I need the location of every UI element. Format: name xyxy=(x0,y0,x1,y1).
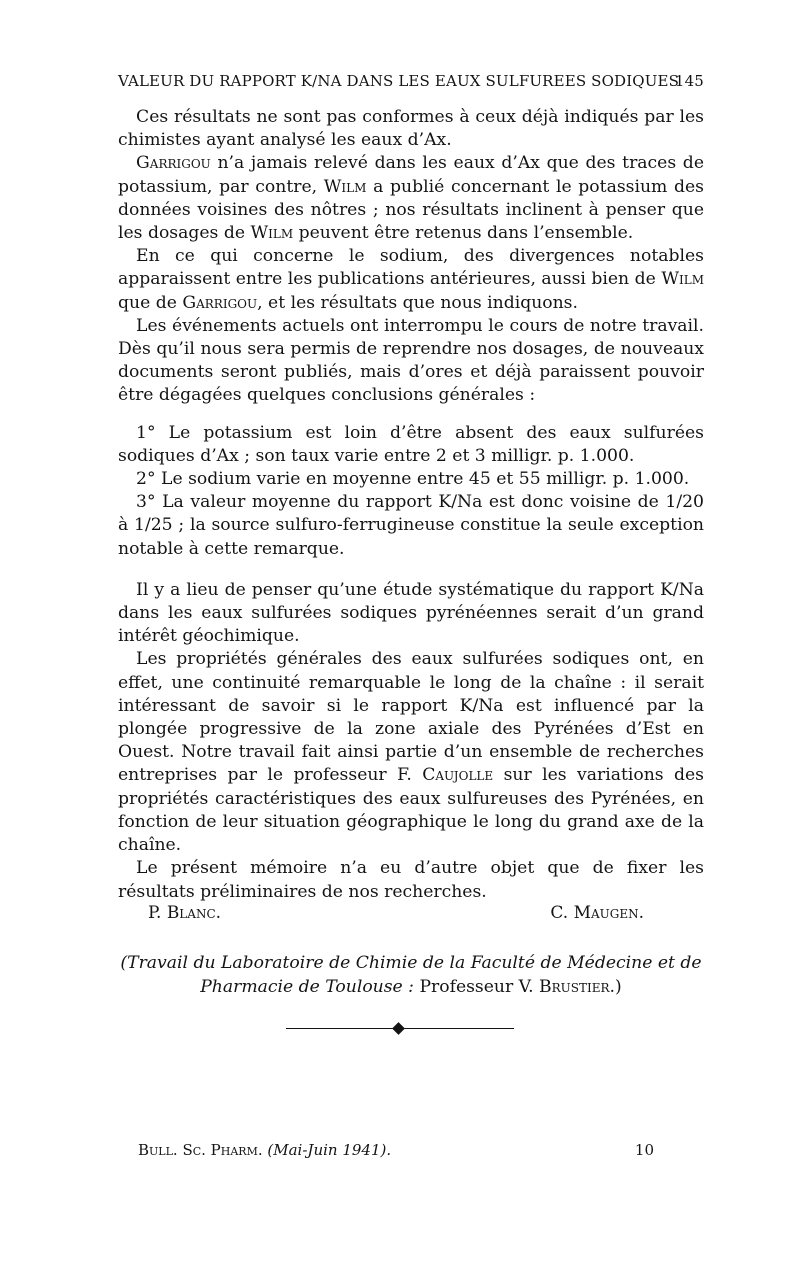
text-run: , et les résultats que nous indiquons. xyxy=(257,292,578,313)
paragraph-results: Ces résultats ne sont pas conformes à ceux déjà indiqués par les chimistes ayant analysé les eaux d’Ax. xyxy=(118,107,704,151)
spacer xyxy=(118,408,704,422)
text-run: En ce qui concerne le sodium, des divergences notables apparaissent entre les publications antérieures, aussi bien de xyxy=(118,246,704,290)
author-ref: Garrigou xyxy=(136,153,211,174)
text-run: Les propriétés générales des eaux sulfurées sodiques ont, en effet, une continuité remarquable le long de la chaîne : il serait intéressant de savoir si le rapport K/Na est influencé par la plongée progressive de la zone axiale des Pyrénées d’Est en Ouest. Notre travail fait ainsi partie d’un ensemble de recherches entreprises par le professeur F. xyxy=(118,649,704,786)
paragraph-properties xyxy=(118,648,704,857)
text-run: sur les variations des propriétés caractéristiques des eaux sulfureuses des Pyrénées, en fonction de leur situation géographique le long du grand axe de la chaîne. xyxy=(118,765,704,856)
author-name: Maugen. xyxy=(573,903,644,923)
text-run: n’a jamais relevé dans les eaux d’Ax que des traces de potassium, par contre, xyxy=(118,153,704,197)
paragraph-closing: Le présent mémoire n’a eu d’autre objet que de fixer les résultats préliminaires de nos recherches. xyxy=(118,858,704,902)
conclusion-3: 3° La valeur moyenne du rapport K/Na est donc voisine de 1/20 à 1/25 ; la source sulfuro-ferrugineuse constitue la seule exception notable à cette remarque. xyxy=(118,492,704,559)
credit-professor-title: Professeur V. xyxy=(413,977,540,997)
author-ref: Caujolle xyxy=(422,765,494,786)
author-initial: C. xyxy=(550,903,574,923)
paragraph-sodium xyxy=(118,245,704,315)
author-signature-1 xyxy=(148,903,221,923)
diamond-icon xyxy=(392,1022,405,1035)
journal-issue: (Mai-Juin 1941). xyxy=(267,1141,392,1159)
author-signature-2 xyxy=(550,903,644,923)
author-ref: Garrigou xyxy=(182,292,258,313)
credit-professor-name: Brustier. xyxy=(539,977,616,997)
page-footer xyxy=(138,1141,654,1159)
author-ref: Wilm xyxy=(323,176,367,197)
signatures xyxy=(148,903,644,923)
text-run: que de xyxy=(118,292,183,313)
author-ref: Wilm xyxy=(250,223,294,244)
text-run: peuvent être retenus dans l’ensemble. xyxy=(293,223,634,244)
text-run: a publié concernant le potassium des données voisines des nôtres ; nos résultats inclinent à penser que les dosages de xyxy=(118,176,704,244)
spacer xyxy=(118,561,704,579)
author-name: Blanc. xyxy=(166,903,222,923)
signature-number: 10 xyxy=(634,1141,654,1159)
conclusion-2: 2° Le sodium varie en moyenne entre 45 et 55 milligr. p. 1.000. xyxy=(136,469,690,490)
paragraph-interest: Il y a lieu de penser qu’une étude systématique du rapport K/Na dans les eaux sulfurées sodiques pyrénéennes serait d’un grand intérêt géochimique. xyxy=(118,579,704,647)
author-ref: Wilm xyxy=(661,269,704,290)
conclusion-1: 1° Le potassium est loin d’être absent des eaux sulfurées sodiques d’Ax ; son taux varie entre 2 et 3 milligr. p. 1.000. xyxy=(118,422,704,466)
article-body xyxy=(118,106,704,904)
paragraph-potassium xyxy=(118,152,704,245)
author-initial: P. xyxy=(148,903,167,923)
running-title: VALEUR DU RAPPORT K/NA DANS LES EAUX SULFUREES SODIQUES xyxy=(118,72,680,90)
laboratory-credit xyxy=(118,951,704,999)
paragraph-events: Les événements actuels ont interrompu le cours de notre travail. Dès qu’il nous sera permis de reprendre nos dosages, de nouveaux documents seront publiés, mais d’ores et déjà paraissent pouvoir être dégagées quelques conclusions générales : xyxy=(118,315,704,406)
page-number: 145 xyxy=(674,72,704,90)
credit-close: ) xyxy=(615,977,622,997)
credit-institution: (Travail du Laboratoire de Chimie de la Faculté de Médecine et de Pharmacie de Toulouse : xyxy=(120,953,702,997)
journal-name: Bull. Sc. Pharm. xyxy=(138,1141,263,1159)
section-end-ornament xyxy=(286,1022,514,1036)
running-head xyxy=(118,72,704,90)
